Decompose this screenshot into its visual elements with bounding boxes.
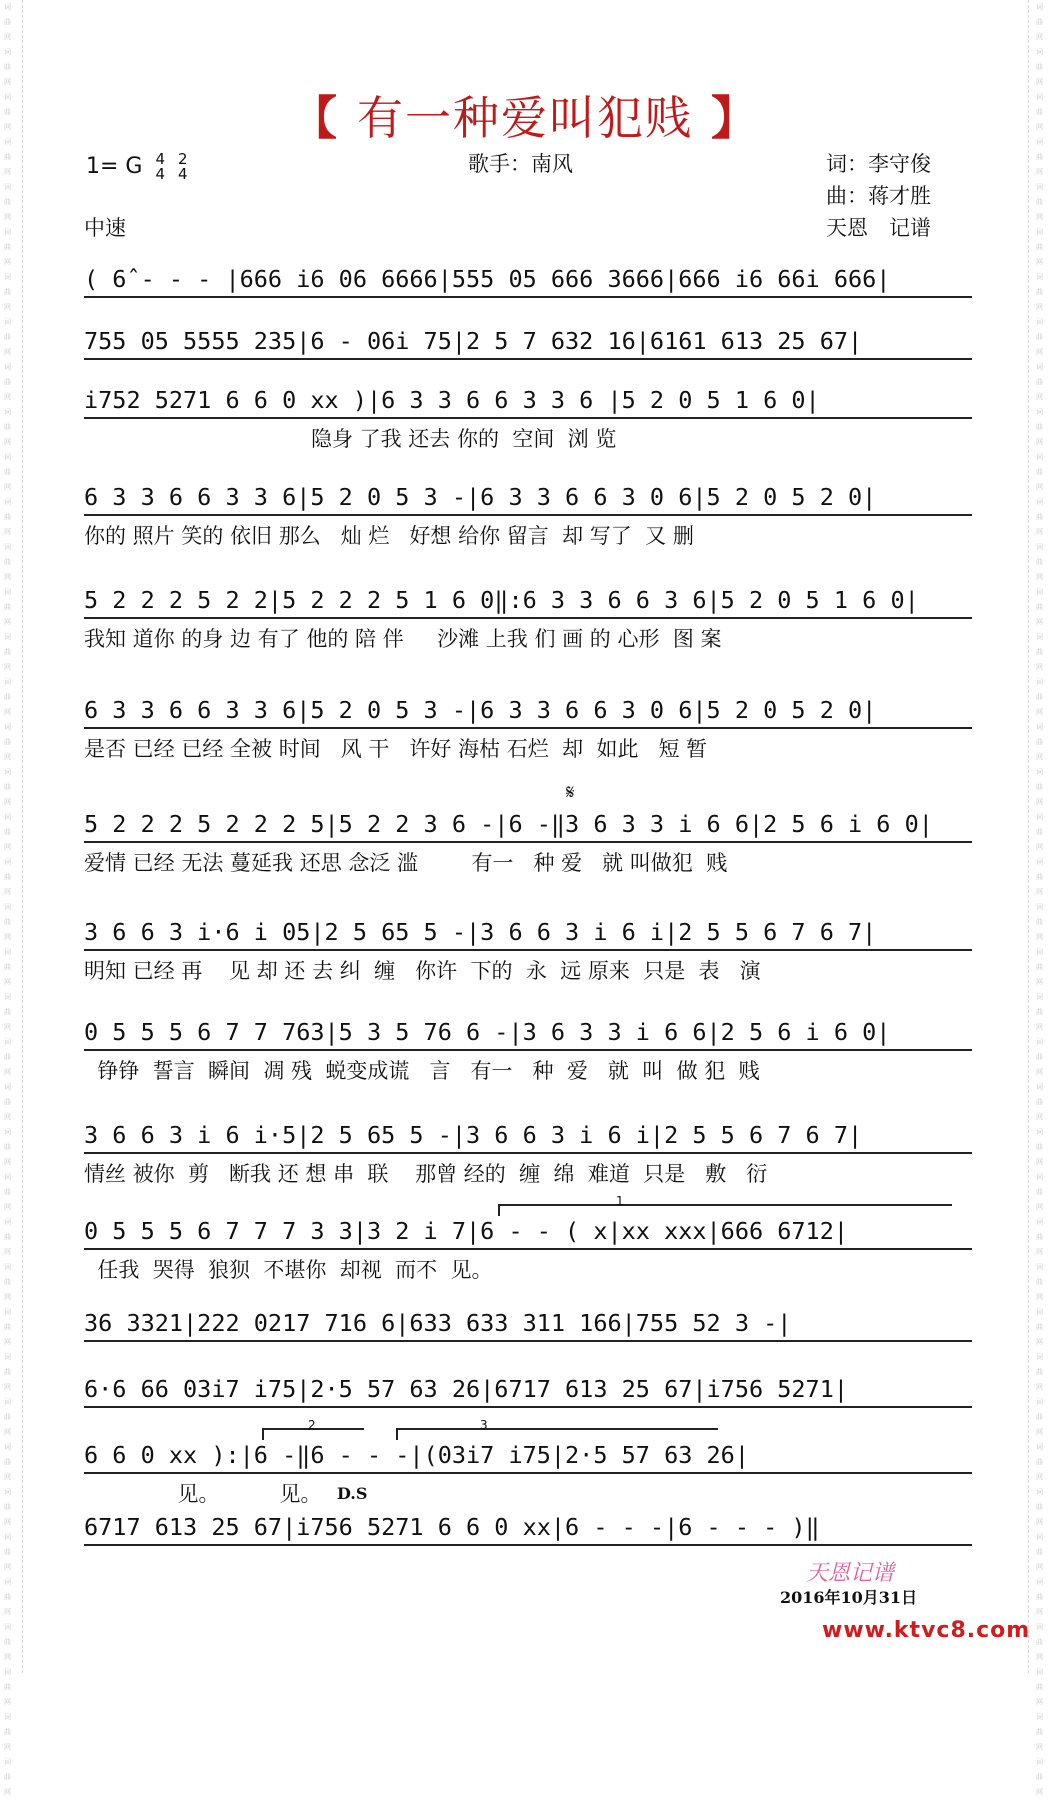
- score-row: [84, 327, 972, 355]
- score-row-notes: 6 6 0 xx ):|6 -‖6 - - -|(03i7 i75|2·5 57 63 26|: [84, 1441, 749, 1469]
- score-row-notes: 0 5 5 5 6 7 7 7 3 3|3 2 i 7|6 - - ( x|xx xxx|666 6712|: [84, 1217, 849, 1245]
- beam-line: [84, 417, 972, 419]
- beam-line: [84, 358, 972, 360]
- beam-line: [84, 1049, 972, 1051]
- score-row: [84, 696, 972, 761]
- song-title: [0, 82, 1050, 148]
- beam-line: [84, 514, 972, 516]
- transcriber: 天恩 记谱: [826, 216, 931, 240]
- beam-line: [84, 1152, 972, 1154]
- score-row: [84, 1217, 972, 1282]
- score-row: [84, 1309, 972, 1337]
- lyricist: 词：李守俊: [826, 152, 931, 176]
- score-row-notes: 6717 613 25 67|i756 5271 6 6 0 xx|6 - - -|6 - - - )‖: [84, 1513, 820, 1541]
- beam-line: [84, 1248, 972, 1250]
- singer: 歌手：南风: [468, 152, 573, 176]
- score-row-notes: ( 6̂ - - - |666 i6 06 6666|555 05 666 3666|666 i6 66i 666|: [84, 265, 891, 293]
- score-row: [84, 1018, 972, 1083]
- score-row-notes: 0 5 5 5 6 7 7 763|5 3 5 76 6 -|3 6 3 3 i 6 6|2 5 6 i 6 0|: [84, 1018, 891, 1046]
- score-row-notes: 6·6 66 03i7 i75|2·5 57 63 26|6717 613 25 67|i756 5271|: [84, 1375, 849, 1403]
- score-row: [84, 810, 972, 875]
- score-row: [84, 1513, 972, 1541]
- title-bracket-right: 】: [711, 91, 759, 145]
- score-row-lyrics: 是否 已经 已经 全被 时间 风 干 许好 海枯 石烂 却 如此 短 暂: [84, 737, 708, 761]
- score-row-notes: 5 2 2 2 5 2 2 2 5|5 2 2 3 6 -|6 -‖3 6 3 3 i 6 6|2 5 6 i 6 0|: [84, 810, 933, 838]
- right-margin-guide: [1028, 0, 1029, 1673]
- ds-mark: D.S: [337, 1484, 368, 1503]
- site-url[interactable]: www.ktvc8.com: [822, 1618, 1031, 1643]
- score-row-notes: 755 05 5555 235|6 - 06i 75|2 5 7 632 16|6161 613 25 67|: [84, 327, 863, 355]
- score-row: [84, 483, 972, 548]
- key-signature: [86, 152, 188, 182]
- beam-line: [84, 1472, 972, 1474]
- score-row-lyrics: 情丝 被你 剪 断我 还 想 串 联 那曾 经的 缠 绵 难道 只是 敷 衍: [84, 1162, 768, 1186]
- tempo: 中速: [84, 216, 126, 240]
- score-row-lyrics: 铮铮 誓言 瞬间 凋 残 蜕变成谎 言 有一 种 爱 就 叫 做 犯 贱: [84, 1059, 760, 1083]
- score-row-lyrics: 明知 已经 再 见 却 还 去 纠 缠 你许 下的 永 远 原来 只是 表 演: [84, 959, 761, 983]
- beam-line: [84, 949, 972, 951]
- beam-line: [84, 1406, 972, 1408]
- volta-2: 2: [262, 1428, 364, 1440]
- transcription-date: 2016年10月31日: [780, 1588, 918, 1607]
- score-row: [84, 586, 972, 651]
- time-sig-1: 4 4: [155, 150, 166, 183]
- score-row-lyrics: 爱情 已经 无法 蔓延我 还思 念泛 滥 有一 种 爱 就 叫做犯 贱: [84, 851, 728, 875]
- volta-1: 1: [498, 1204, 952, 1216]
- volta-3: 3: [396, 1428, 718, 1440]
- title-text: 有一种爱叫犯贱: [357, 91, 693, 145]
- score-row-notes: 6 3 3 6 6 3 3 6|5 2 0 5 3 -|6 3 3 6 6 3 0 6|5 2 0 5 2 0|: [84, 696, 877, 724]
- score-row-notes: 36 3321|222 0217 716 6|633 633 311 166|755 52 3 -|: [84, 1309, 792, 1337]
- score-row: [84, 918, 972, 983]
- score-row-lyrics: 我知 道你 的身 边 有了 他的 陪 伴 沙滩 上我 们 画 的 心形 图 案: [84, 627, 722, 651]
- score-row-lyrics: 见。 见。: [84, 1482, 322, 1506]
- score-row-notes: 5 2 2 2 5 2 2|5 2 2 2 5 1 6 0‖:6 3 3 6 6 3 6|5 2 0 5 1 6 0|: [84, 586, 919, 614]
- beam-line: [84, 296, 972, 298]
- time-sig-2: 2 4: [178, 150, 188, 183]
- beam-line: [84, 727, 972, 729]
- beam-line: [84, 1544, 972, 1546]
- key-text: 1= G: [86, 154, 143, 179]
- score-row-lyrics: 隐身 了我 还去 你的 空间 浏 览: [84, 427, 617, 451]
- score-row-lyrics: 你的 照片 笑的 依旧 那么 灿 烂 好想 给你 留言 却 写了 又 删: [84, 524, 694, 548]
- score-row-notes: 3 6 6 3 i 6 i·5|2 5 65 5 -|3 6 6 3 i 6 i|2 5 5 6 7 6 7|: [84, 1121, 863, 1149]
- score-row-notes: i752 5271 6 6 0 xx )|6 3 3 6 6 3 3 6 |5 2 0 5 1 6 0|: [84, 386, 820, 414]
- composer: 曲：蒋才胜: [826, 184, 931, 208]
- beam-line: [84, 1340, 972, 1342]
- title-bracket-left: 【: [291, 91, 339, 145]
- score-row-notes: 6 3 3 6 6 3 3 6|5 2 0 5 3 -|6 3 3 6 6 3 0 6|5 2 0 5 2 0|: [84, 483, 877, 511]
- score-row: [84, 1121, 972, 1186]
- score-row: [84, 1375, 972, 1403]
- segno-mark: 𝄋: [566, 780, 575, 804]
- left-watermark: 词曲网词曲网词曲网词曲网词曲网词曲网词曲网词曲网词曲网词曲网词曲网词曲网词曲网词曲网词曲网词曲网词曲网词曲网词曲网词曲网词曲网词曲网词曲网词曲网词曲网词曲网词曲网词曲网词曲网词曲网词曲网词曲网词曲网词曲网词曲网词曲网词曲网词曲网词曲网词曲网: [4, 3, 11, 1796]
- right-watermark: 词曲网词曲网词曲网词曲网词曲网词曲网词曲网词曲网词曲网词曲网词曲网词曲网词曲网词曲网词曲网词曲网词曲网词曲网词曲网词曲网词曲网词曲网词曲网词曲网词曲网词曲网词曲网词曲网词曲网词曲网词曲网词曲网词曲网词曲网词曲网词曲网词曲网词曲网词曲网词曲网: [1036, 3, 1043, 1796]
- transcriber-stamp: 天恩记谱: [806, 1561, 895, 1586]
- left-margin-guide: [22, 0, 23, 1673]
- score-row: [84, 386, 972, 451]
- score-row-lyrics: 任我 哭得 狼狈 不堪你 却视 而不 见。: [84, 1258, 493, 1282]
- score-row-notes: 3 6 6 3 i·6 i 05|2 5 65 5 -|3 6 6 3 i 6 i|2 5 5 6 7 6 7|: [84, 918, 877, 946]
- beam-line: [84, 841, 972, 843]
- beam-line: [84, 617, 972, 619]
- score-row: [84, 265, 972, 293]
